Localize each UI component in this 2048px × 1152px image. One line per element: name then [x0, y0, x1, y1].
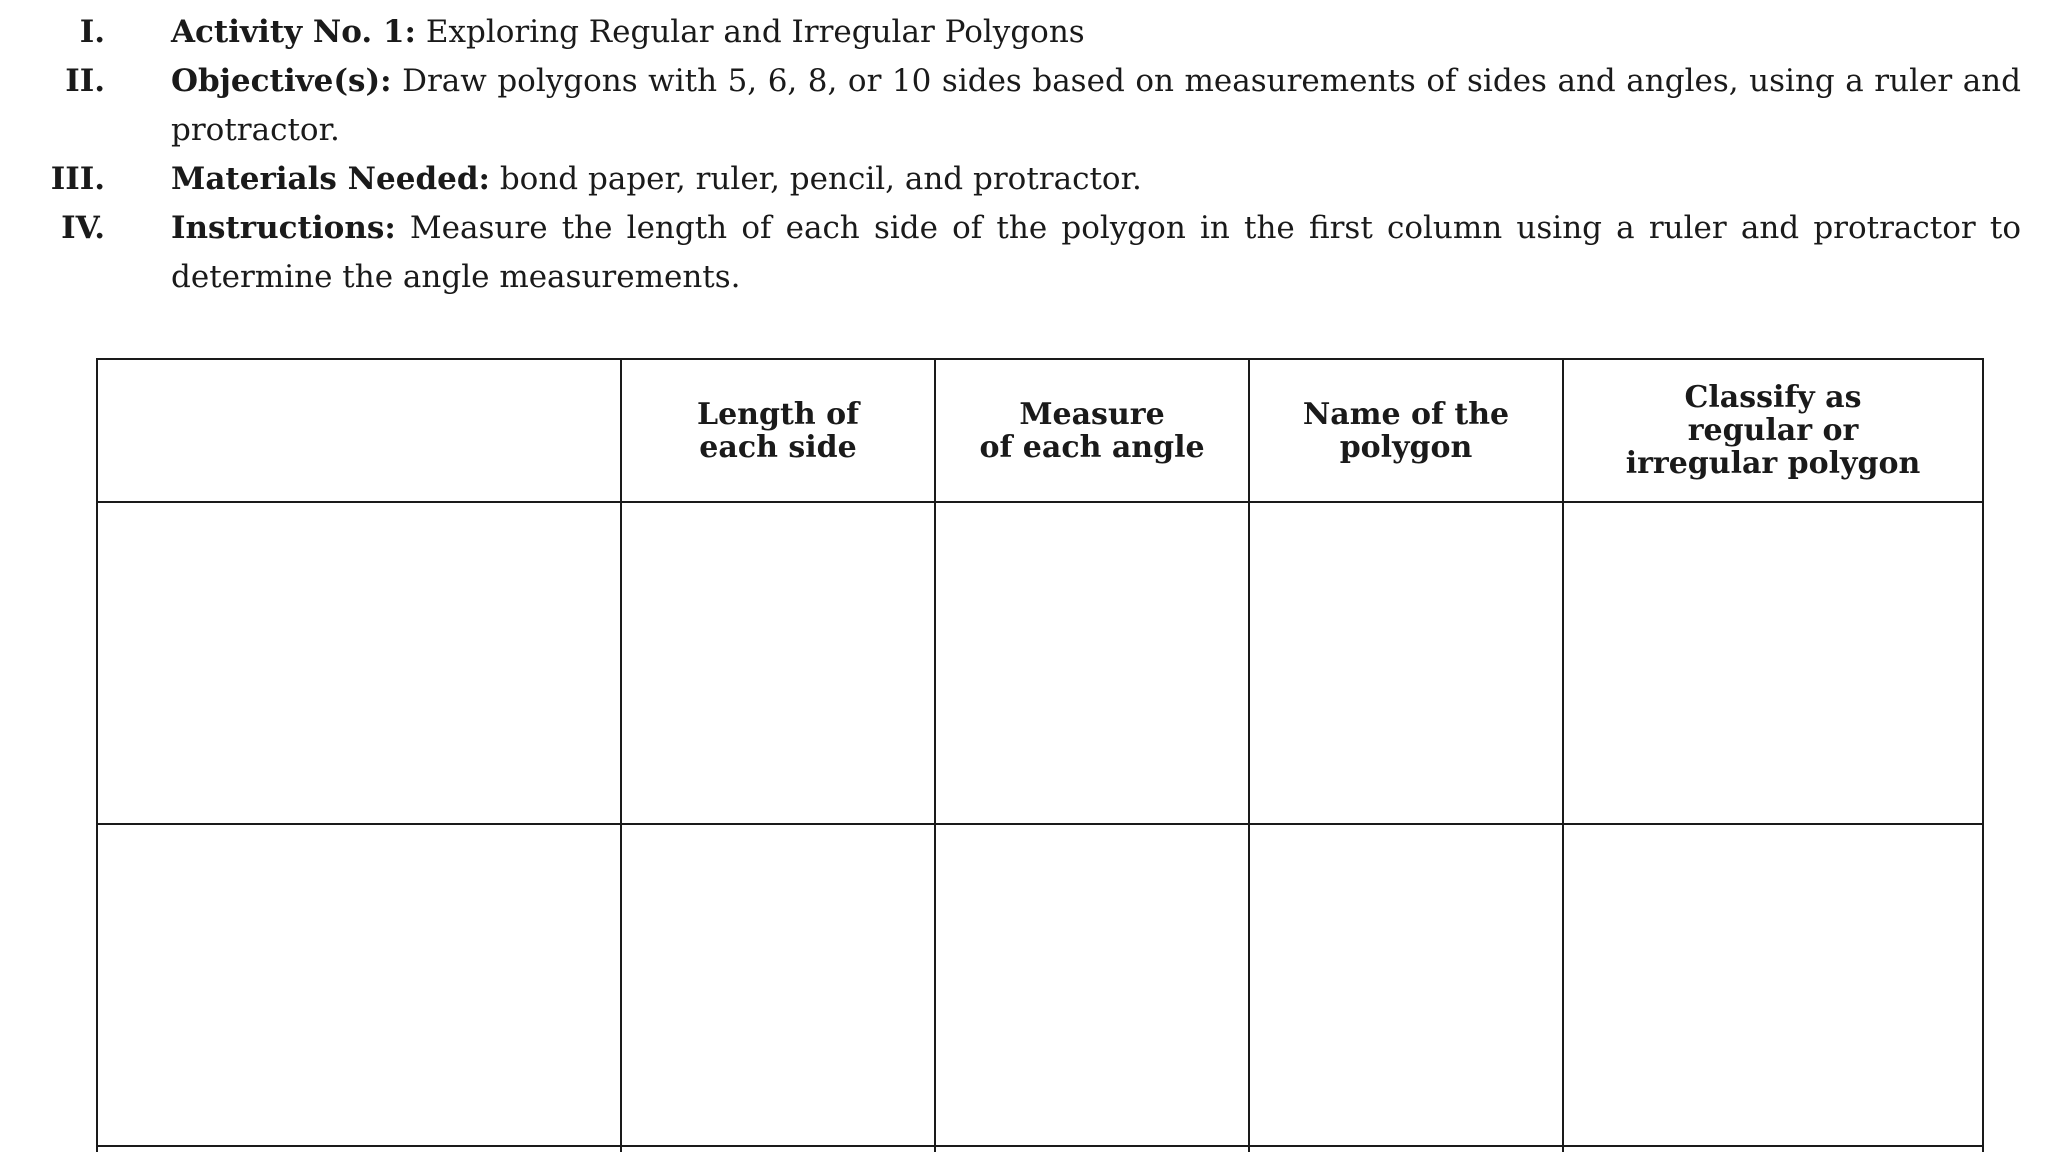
item-content — [171, 57, 2021, 155]
activity-title-text: Exploring Regular and Irregular Polygons — [416, 14, 1085, 50]
header-line: Classify as — [1684, 380, 1862, 415]
side-length-cell — [621, 1146, 935, 1152]
polygon-drawing-cell — [97, 824, 621, 1146]
table-row — [97, 502, 1983, 824]
item-content — [171, 155, 2021, 204]
objective-item — [0, 57, 2048, 155]
table-row — [97, 1146, 1983, 1152]
instructions-item — [0, 204, 2048, 302]
materials-item — [0, 155, 2048, 204]
item-numeral: III. — [50, 161, 105, 197]
polygon-drawing-cell — [97, 1146, 621, 1152]
objective-text: Draw polygons with 5, 6, 8, or 10 sides based on measurements of sides and angles, using a ruler and protractor. — [171, 63, 2021, 148]
table-header-row — [97, 359, 1983, 502]
polygon-drawing-cell — [97, 502, 621, 824]
instructions-label: Instructions: — [171, 210, 396, 246]
header-line: each side — [699, 429, 857, 465]
header-line: Length of — [697, 396, 859, 432]
activity-number-label: Activity No. 1: — [171, 14, 417, 50]
classification-cell — [1563, 824, 1983, 1146]
materials-label: Materials Needed: — [171, 161, 490, 197]
header-line: regular or — [1687, 413, 1859, 448]
header-length-of-each-side — [621, 359, 935, 502]
header-polygon-drawing — [97, 359, 621, 502]
classification-cell — [1563, 1146, 1983, 1152]
header-line: of each angle — [979, 429, 1205, 465]
classification-cell — [1563, 502, 1983, 824]
activity-details — [0, 8, 2048, 302]
activity-title-item — [0, 8, 2048, 57]
polygon-table — [96, 358, 1984, 1152]
objective-label: Objective(s): — [171, 63, 392, 99]
item-numeral: IV. — [61, 210, 105, 246]
angle-measure-cell — [935, 502, 1249, 824]
header-line: irregular polygon — [1625, 446, 1921, 481]
item-content — [171, 204, 2021, 302]
item-numeral: II. — [65, 63, 105, 99]
item-content — [171, 8, 2021, 57]
table-row — [97, 824, 1983, 1146]
polygon-name-cell — [1249, 1146, 1563, 1152]
angle-measure-cell — [935, 1146, 1249, 1152]
side-length-cell — [621, 824, 935, 1146]
materials-text: bond paper, ruler, pencil, and protractor. — [489, 161, 1142, 197]
polygon-name-cell — [1249, 824, 1563, 1146]
polygon-name-cell — [1249, 502, 1563, 824]
header-name-of-polygon — [1249, 359, 1563, 502]
item-numeral: I. — [79, 14, 105, 50]
instructions-text: Measure the length of each side of the polygon in the first column using a ruler and protractor to determine the angle measurements. — [171, 210, 2021, 295]
header-measure-of-each-angle — [935, 359, 1249, 502]
angle-measure-cell — [935, 824, 1249, 1146]
header-line: polygon — [1339, 429, 1473, 465]
header-classify-polygon — [1563, 359, 1983, 502]
header-line: Measure — [1019, 396, 1165, 432]
header-line: Name of the — [1302, 396, 1510, 432]
side-length-cell — [621, 502, 935, 824]
